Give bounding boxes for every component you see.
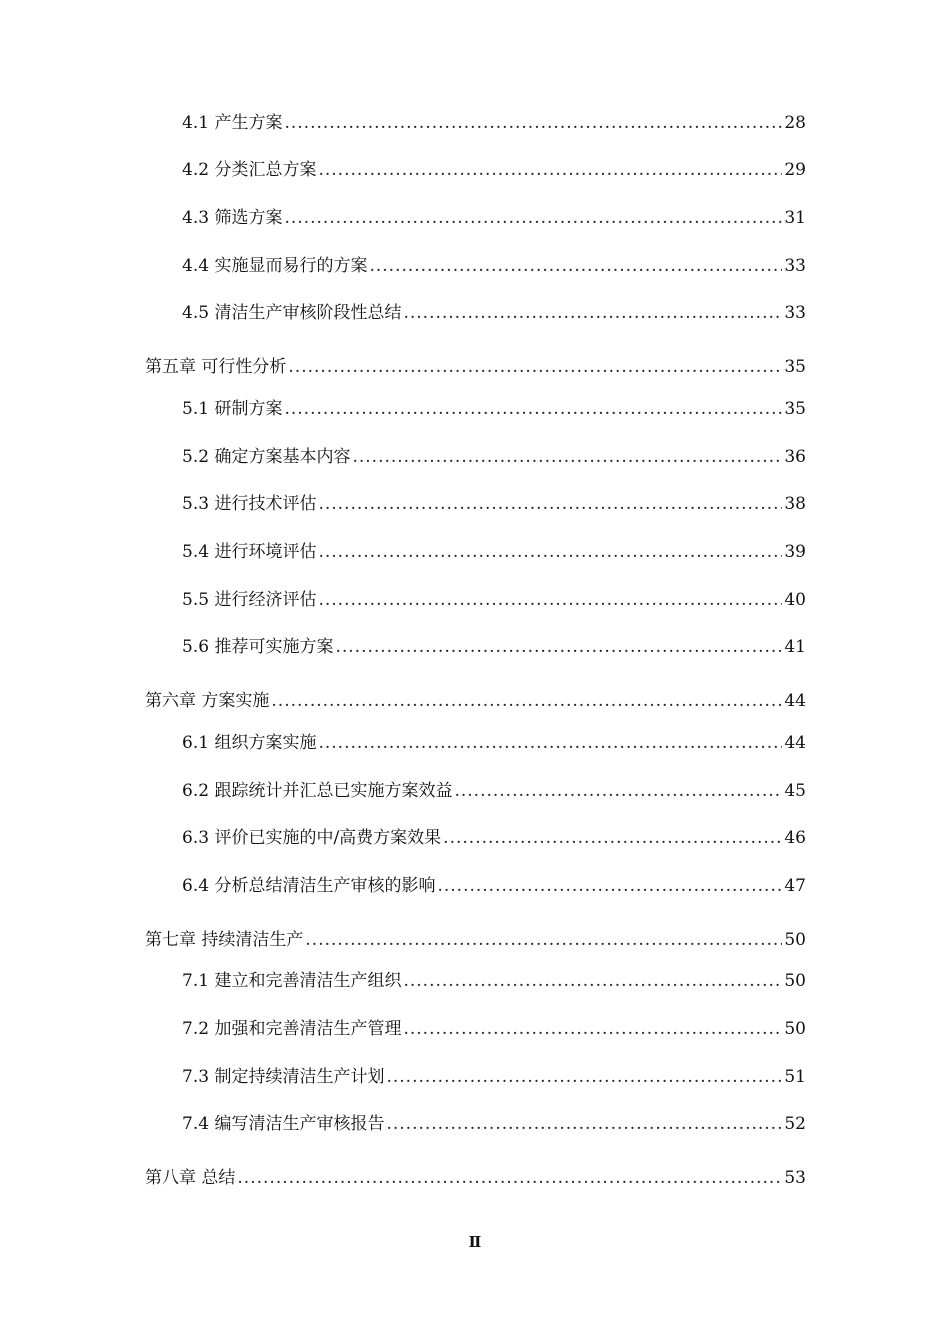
- toc-entry-page: 50: [784, 1019, 806, 1039]
- toc-entry-page: 35: [784, 357, 806, 377]
- toc-entry-5-4[interactable]: [182, 541, 806, 563]
- toc-entry-chapter-5[interactable]: [145, 356, 806, 378]
- toc-entry-title: 5.4 进行环境评估: [182, 542, 317, 562]
- toc-entry-5-2[interactable]: [182, 446, 806, 468]
- toc-dot-leader: [318, 589, 782, 611]
- toc-entry-4-5[interactable]: [182, 302, 806, 324]
- toc-dot-leader: [386, 1113, 782, 1135]
- toc-entry-page: 40: [784, 590, 806, 610]
- toc-dot-leader: [284, 112, 782, 134]
- toc-entry-title: 6.3 评价已实施的中/高费方案效果: [182, 828, 442, 848]
- toc-entry-title: 5.6 推荐可实施方案: [182, 637, 334, 657]
- toc-dot-leader: [318, 159, 782, 181]
- toc-entry-title: 4.4 实施显而易行的方案: [182, 256, 368, 276]
- toc-entry-7-1[interactable]: [182, 970, 806, 992]
- toc-entry-title: 第六章 方案实施: [145, 691, 270, 711]
- toc-dot-leader: [352, 446, 782, 468]
- toc-entry-7-3[interactable]: [182, 1066, 806, 1088]
- toc-dot-leader: [437, 875, 782, 897]
- toc-entry-page: 29: [784, 160, 806, 180]
- toc-entry-title: 6.1 组织方案实施: [182, 733, 317, 753]
- toc-dot-leader: [318, 732, 782, 754]
- toc-entry-4-3[interactable]: [182, 207, 806, 229]
- toc-entry-6-1[interactable]: [182, 732, 806, 754]
- toc-entry-title: 5.5 进行经济评估: [182, 590, 317, 610]
- toc-entry-page: 50: [784, 930, 806, 950]
- toc-entry-title: 7.2 加强和完善清洁生产管理: [182, 1019, 402, 1039]
- toc-entry-chapter-8[interactable]: [145, 1167, 806, 1189]
- toc-entry-6-3[interactable]: [182, 827, 806, 849]
- toc-dot-leader: [305, 929, 782, 951]
- toc-dot-leader: [386, 1066, 782, 1088]
- toc-dot-leader: [271, 690, 782, 712]
- toc-entry-6-4[interactable]: [182, 875, 806, 897]
- toc-entry-title: 6.2 跟踪统计并汇总已实施方案效益: [182, 781, 453, 801]
- toc-entry-title: 4.5 清洁生产审核阶段性总结: [182, 303, 402, 323]
- toc-entry-page: 31: [784, 208, 806, 228]
- toc-dot-leader: [237, 1167, 782, 1189]
- toc-entry-page: 33: [784, 303, 806, 323]
- toc-entry-page: 36: [784, 447, 806, 467]
- toc-entry-7-4[interactable]: [182, 1113, 806, 1135]
- toc-entry-page: 51: [784, 1067, 806, 1087]
- toc-dot-leader: [443, 827, 782, 849]
- toc-entry-page: 52: [784, 1114, 806, 1134]
- toc-entry-title: 第八章 总结: [145, 1168, 236, 1188]
- toc-dot-leader: [318, 493, 782, 515]
- toc-entry-page: 50: [784, 971, 806, 991]
- toc-entry-title: 5.2 确定方案基本内容: [182, 447, 351, 467]
- toc-entry-page: 28: [784, 113, 806, 133]
- toc-entry-page: 44: [784, 733, 806, 753]
- toc-dot-leader: [403, 302, 782, 324]
- toc-dot-leader: [454, 780, 782, 802]
- toc-dot-leader: [369, 255, 782, 277]
- toc-entry-title: 7.3 制定持续清洁生产计划: [182, 1067, 385, 1087]
- toc-entry-page: 35: [784, 399, 806, 419]
- toc-entry-5-6[interactable]: [182, 636, 806, 658]
- toc-entry-title: 5.3 进行技术评估: [182, 494, 317, 514]
- toc-dot-leader: [284, 207, 782, 229]
- toc-entry-6-2[interactable]: [182, 780, 806, 802]
- toc-entry-page: 33: [784, 256, 806, 276]
- toc-entry-title: 7.4 编写清洁生产审核报告: [182, 1114, 385, 1134]
- toc-entry-page: 39: [784, 542, 806, 562]
- toc-entry-title: 第七章 持续清洁生产: [145, 930, 304, 950]
- toc-entry-4-2[interactable]: [182, 159, 806, 181]
- toc-dot-leader: [403, 970, 782, 992]
- toc-entry-chapter-7[interactable]: [145, 929, 806, 951]
- toc-entry-title: 6.4 分析总结清洁生产审核的影响: [182, 876, 436, 896]
- toc-entry-title: 7.1 建立和完善清洁生产组织: [182, 971, 402, 991]
- toc-entry-5-3[interactable]: [182, 493, 806, 515]
- toc-entry-title: 5.1 研制方案: [182, 399, 283, 419]
- toc-entry-7-2[interactable]: [182, 1018, 806, 1040]
- page-number: Ⅱ: [468, 1233, 482, 1251]
- toc-entry-title: 第五章 可行性分析: [145, 357, 287, 377]
- toc-entry-4-4[interactable]: [182, 255, 806, 277]
- toc-entry-page: 44: [784, 691, 806, 711]
- toc-dot-leader: [335, 636, 782, 658]
- toc-entry-page: 53: [784, 1168, 806, 1188]
- toc-entry-page: 46: [784, 828, 806, 848]
- toc-entry-5-5[interactable]: [182, 589, 806, 611]
- toc-dot-leader: [403, 1018, 782, 1040]
- toc-entry-4-1[interactable]: [182, 112, 806, 134]
- toc-entry-page: 38: [784, 494, 806, 514]
- toc-entry-title: 4.3 筛选方案: [182, 208, 283, 228]
- toc-entry-title: 4.2 分类汇总方案: [182, 160, 317, 180]
- toc-dot-leader: [318, 541, 782, 563]
- toc-entry-title: 4.1 产生方案: [182, 113, 283, 133]
- toc-dot-leader: [284, 398, 782, 420]
- toc-entry-page: 45: [784, 781, 806, 801]
- toc-entry-page: 41: [784, 637, 806, 657]
- toc-dot-leader: [288, 356, 782, 378]
- toc-entry-chapter-6[interactable]: [145, 690, 806, 712]
- toc-entry-5-1[interactable]: [182, 398, 806, 420]
- toc-entry-page: 47: [784, 876, 806, 896]
